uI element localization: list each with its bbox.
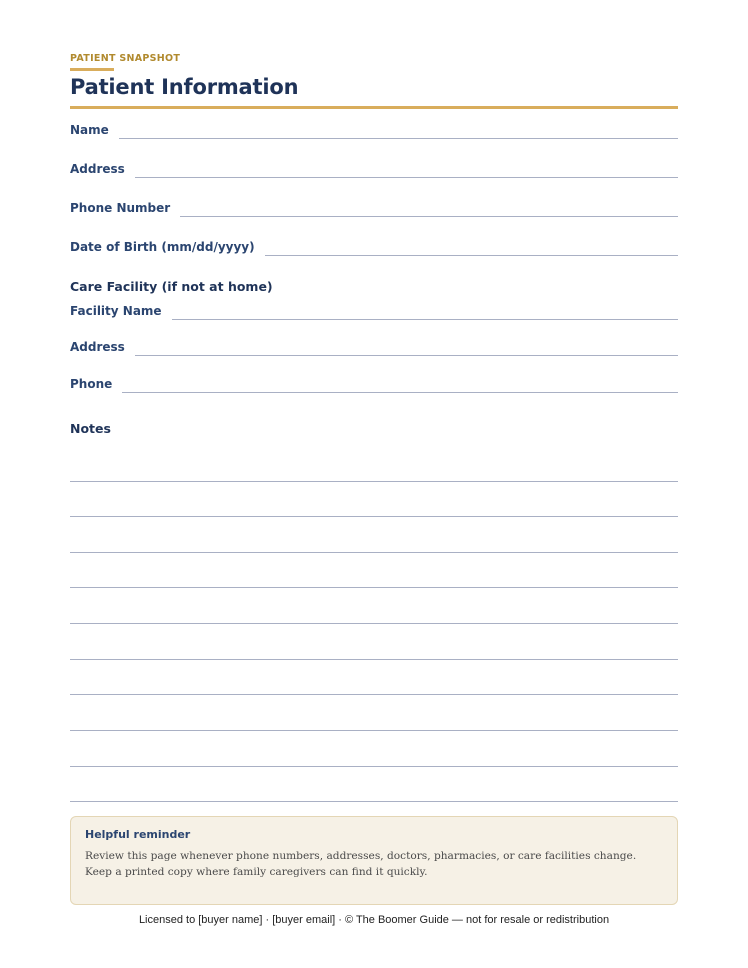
notes-line[interactable] (70, 481, 678, 482)
date-of-birth-field[interactable] (70, 238, 678, 256)
address-line[interactable] (135, 177, 678, 178)
date-of-birth-line[interactable] (265, 255, 678, 256)
notes-line[interactable] (70, 587, 678, 588)
reminder-line-1: Review this page whenever phone numbers, addresses, doctors, pharmacies, or care facilities change. (85, 850, 637, 862)
notes-line[interactable] (70, 730, 678, 731)
notes-line[interactable] (70, 694, 678, 695)
patient-information-page (70, 0, 678, 968)
facility-address-field[interactable] (70, 338, 678, 356)
title-divider (70, 106, 678, 109)
phone-number-line[interactable] (180, 216, 678, 217)
facility-phone-field[interactable] (70, 375, 678, 393)
facility-name-line[interactable] (172, 319, 678, 320)
license-footer: Licensed to [buyer name] · [buyer email] · © The Boomer Guide — not for resale or redistribution (138, 914, 610, 926)
reminder-text (85, 848, 663, 880)
facility-phone-line[interactable] (122, 392, 678, 393)
notes-line[interactable] (70, 552, 678, 553)
notes-line[interactable] (70, 623, 678, 624)
section-eyebrow: PATIENT SNAPSHOT (70, 53, 181, 64)
facility-name-label: Facility Name (70, 304, 162, 318)
notes-line[interactable] (70, 659, 678, 660)
facility-address-label: Address (70, 340, 125, 354)
eyebrow-underline (70, 68, 114, 71)
notes-heading: Notes (70, 421, 111, 436)
facility-phone-label: Phone (70, 377, 113, 391)
name-line[interactable] (119, 138, 678, 139)
notes-line[interactable] (70, 801, 678, 802)
facility-name-field[interactable] (70, 302, 678, 320)
care-facility-heading: Care Facility (if not at home) (70, 279, 273, 294)
name-label: Name (70, 123, 109, 137)
facility-address-line[interactable] (135, 355, 678, 356)
address-label: Address (70, 162, 125, 176)
phone-number-label: Phone Number (70, 201, 171, 215)
reminder-line-2: Keep a printed copy where family caregivers can find it quickly. (85, 866, 428, 878)
page-title: Patient Information (70, 75, 299, 99)
address-field[interactable] (70, 160, 678, 178)
phone-number-field[interactable] (70, 199, 678, 217)
helpful-reminder-box (70, 816, 678, 905)
name-field[interactable] (70, 121, 678, 139)
reminder-title: Helpful reminder (85, 828, 191, 841)
notes-line[interactable] (70, 766, 678, 767)
date-of-birth-label: Date of Birth (mm/dd/yyyy) (70, 240, 255, 254)
notes-line[interactable] (70, 516, 678, 517)
